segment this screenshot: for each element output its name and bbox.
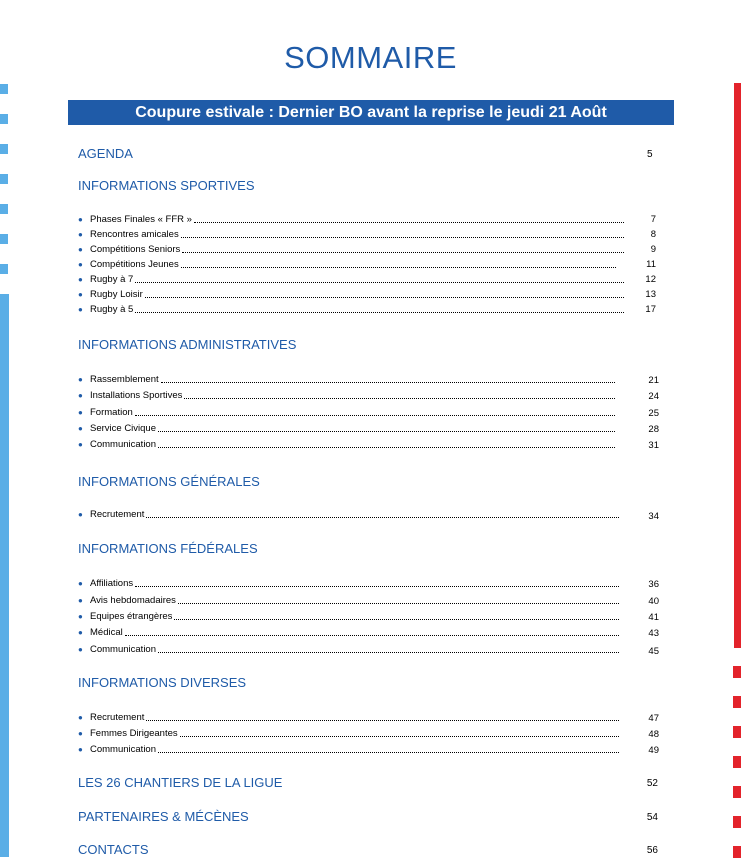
toc-entry[interactable]: [78, 213, 626, 227]
toc-entry[interactable]: [78, 273, 626, 287]
toc-entry-label: Compétitions Jeunes: [90, 259, 179, 270]
right-border-bar: [734, 83, 741, 648]
toc-entry-page: 47: [648, 713, 659, 724]
toc-entry-page: 43: [648, 628, 659, 639]
bullet-icon: ●: [78, 245, 83, 254]
toc-entry[interactable]: [78, 389, 617, 403]
right-dash: [733, 726, 741, 738]
toc-entry[interactable]: [78, 243, 626, 257]
bullet-icon: ●: [78, 391, 83, 400]
toc-entry-label: Communication: [90, 744, 156, 755]
toc-entry-label: Equipes étrangères: [90, 611, 173, 622]
bullet-icon: ●: [78, 440, 83, 449]
toc-entry-label: Affiliations: [90, 578, 134, 589]
toc-entry[interactable]: [78, 373, 617, 387]
left-dash: [0, 234, 8, 244]
toc-entry-label: Service Civique: [90, 423, 156, 434]
dot-leader: [135, 577, 619, 587]
right-dash: [733, 846, 741, 858]
dot-leader: [184, 389, 615, 399]
dot-leader: [182, 243, 624, 253]
left-dash: [0, 84, 8, 94]
toc-entry-label: Avis hebdomadaires: [90, 595, 176, 606]
section-administratives[interactable]: INFORMATIONS ADMINISTRATIVES: [78, 337, 297, 352]
bullet-icon: ●: [78, 729, 83, 738]
bullet-icon: ●: [78, 230, 83, 239]
dot-leader: [174, 610, 619, 620]
toc-entry-page: 34: [648, 511, 659, 522]
section-partenaires[interactable]: PARTENAIRES & MÉCÈNES: [78, 809, 249, 824]
toc-entry-label: Rencontres amicales: [90, 229, 179, 240]
toc-entry-label: Formation: [90, 407, 133, 418]
toc-entry-page: 25: [648, 408, 659, 419]
toc-entry-page: 8: [650, 229, 656, 240]
toc-entry[interactable]: [78, 727, 621, 741]
toc-entry-page: 31: [648, 440, 659, 451]
bullet-icon: ●: [78, 713, 83, 722]
toc-entry-label: Rugby Loisir: [90, 289, 143, 300]
toc-entry[interactable]: [78, 626, 621, 640]
bullet-icon: ●: [78, 510, 83, 519]
bullet-icon: ●: [78, 596, 83, 605]
dot-leader: [146, 711, 619, 721]
right-dash: [733, 696, 741, 708]
dot-leader: [158, 438, 615, 448]
dot-leader: [158, 743, 619, 753]
left-dash: [0, 174, 8, 184]
toc-entry-label: Femmes Dirigeantes: [90, 728, 178, 739]
dot-leader: [135, 273, 624, 283]
dot-leader: [125, 626, 619, 636]
toc-entry-page: 21: [648, 375, 659, 386]
bullet-icon: ●: [78, 424, 83, 433]
toc-entry-label: Compétitions Seniors: [90, 244, 181, 255]
right-dash: [733, 756, 741, 768]
bullet-icon: ●: [78, 275, 83, 284]
toc-entry-page: 28: [648, 424, 659, 435]
section-chantiers-page: 52: [646, 778, 658, 789]
toc-entry[interactable]: [78, 594, 621, 608]
dot-leader: [158, 422, 615, 432]
toc-entry-label: Installations Sportives: [90, 390, 183, 401]
toc-entry-page: 45: [648, 646, 659, 657]
bullet-icon: ●: [78, 290, 83, 299]
toc-entry[interactable]: [78, 711, 621, 725]
toc-entry-page: 24: [648, 391, 659, 402]
bullet-icon: ●: [78, 612, 83, 621]
toc-entry-page: 41: [648, 612, 659, 623]
section-federales[interactable]: INFORMATIONS FÉDÉRALES: [78, 541, 258, 556]
toc-entry[interactable]: [78, 288, 626, 302]
toc-entry-page: 40: [648, 596, 659, 607]
toc-entry-page: 12: [645, 274, 656, 285]
bullet-icon: ●: [78, 305, 83, 314]
right-dash: [733, 816, 741, 828]
toc-entry-label: Rugby à 7: [90, 274, 134, 285]
section-agenda[interactable]: AGENDA: [78, 146, 133, 161]
toc-entry[interactable]: [78, 258, 618, 272]
left-border-bar: [0, 294, 9, 857]
bullet-icon: ●: [78, 408, 83, 417]
toc-entry[interactable]: [78, 228, 626, 242]
bullet-icon: ●: [78, 628, 83, 637]
toc-entry-label: Rassemblement: [90, 374, 159, 385]
toc-entry-page: 7: [650, 214, 656, 225]
section-partenaires-page: 54: [646, 812, 658, 823]
toc-entry-label: Recrutement: [90, 509, 145, 520]
dot-leader: [145, 288, 624, 298]
bullet-icon: ●: [78, 745, 83, 754]
toc-entry-page: 13: [645, 289, 656, 300]
summer-break-banner: Coupure estivale : Dernier BO avant la reprise le jeudi 21 Août: [68, 100, 674, 125]
left-dash: [0, 204, 8, 214]
toc-entry-label: Phases Finales « FFR »: [90, 214, 192, 225]
dot-leader: [135, 406, 615, 416]
bullet-icon: ●: [78, 375, 83, 384]
dot-leader: [181, 258, 616, 268]
dot-leader: [180, 727, 619, 737]
dot-leader: [158, 643, 619, 653]
toc-entry[interactable]: [78, 422, 617, 436]
bullet-icon: ●: [78, 579, 83, 588]
toc-entry-label: Communication: [90, 644, 156, 655]
toc-entry-page: 11: [646, 259, 656, 270]
toc-entry-label: Recrutement: [90, 712, 145, 723]
toc-entry[interactable]: [78, 406, 617, 420]
toc-entry[interactable]: [78, 610, 621, 624]
toc-entry-page: 48: [648, 729, 659, 740]
left-dash: [0, 264, 8, 274]
left-dash: [0, 144, 8, 154]
page-title: SOMMAIRE: [284, 40, 457, 75]
toc-entry-label: Rugby à 5: [90, 304, 134, 315]
toc-entry[interactable]: [78, 743, 621, 757]
dot-leader: [146, 508, 619, 518]
toc-entry[interactable]: [78, 508, 621, 522]
dot-leader: [161, 373, 615, 383]
toc-entry[interactable]: [78, 577, 621, 591]
toc-entry-label: Médical: [90, 627, 123, 638]
section-chantiers[interactable]: LES 26 CHANTIERS DE LA LIGUE: [78, 775, 283, 790]
toc-entry-page: 36: [648, 579, 659, 590]
toc-entry-page: 17: [645, 304, 656, 315]
bullet-icon: ●: [78, 215, 83, 224]
section-contacts-page: 56: [646, 845, 658, 856]
toc-entry[interactable]: [78, 438, 617, 452]
right-dash: [733, 786, 741, 798]
toc-entry-label: Communication: [90, 439, 156, 450]
section-sportives[interactable]: INFORMATIONS SPORTIVES: [78, 178, 255, 193]
bullet-icon: ●: [78, 645, 83, 654]
toc-entry-page: 9: [650, 244, 656, 255]
toc-entry[interactable]: [78, 303, 626, 317]
section-contacts[interactable]: CONTACTS: [78, 842, 149, 857]
toc-entry-page: 49: [648, 745, 659, 756]
dot-leader: [178, 594, 619, 604]
toc-entry[interactable]: [78, 643, 621, 657]
section-diverses[interactable]: INFORMATIONS DIVERSES: [78, 675, 247, 690]
right-dash: [733, 666, 741, 678]
bullet-icon: ●: [78, 260, 83, 269]
dot-leader: [194, 213, 624, 223]
section-generales[interactable]: INFORMATIONS GÉNÉRALES: [78, 474, 260, 489]
left-dash: [0, 114, 8, 124]
dot-leader: [135, 303, 624, 313]
section-agenda-page: 5: [647, 149, 653, 160]
dot-leader: [181, 228, 624, 238]
